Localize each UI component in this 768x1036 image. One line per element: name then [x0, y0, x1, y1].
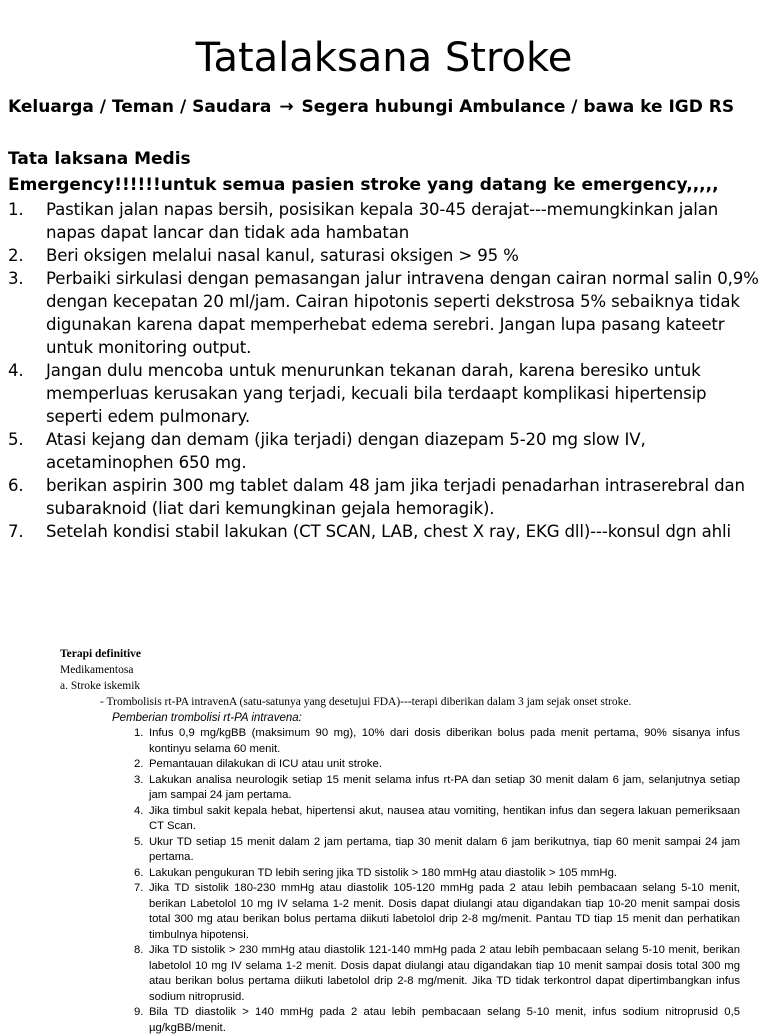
item-number: 2. — [8, 246, 24, 265]
list-item — [8, 267, 760, 359]
list-item — [8, 520, 760, 543]
item-text: Bila TD diastolik > 140 mmHg pada 2 atau lebih pembacaan selang 5-10 menit, infus sodium nitroprusid 0,5 µg/kgBB/menit. — [149, 1006, 740, 1034]
item-number: 7. — [8, 522, 24, 541]
item-text: Jangan dulu mencoba untuk menurunkan tekanan darah, karena beresiko untuk memperluas kerusakan yang terjadi, kecuali bila terdaapt komplikasi hipertensip seperti edem pulmonary. — [46, 361, 707, 426]
item-text: Atasi kejang dan demam (jika terjadi) dengan diazepam 5-20 mg slow IV, acetaminophen 650 mg. — [46, 430, 646, 472]
list-item — [8, 244, 760, 267]
rtpa-subtitle: Pemberian trombolisi rt-PA intravena: — [112, 712, 302, 724]
item-number: 3. — [134, 773, 144, 786]
item-text: Jika TD sistolik > 230 mmHg atau diastolik 121-140 mmHg pada 2 atau lebih pembacaan selang 5-10 menit, berikan labetolol 10 mg IV selama 1-2 menit. Dosis dapat diulangi atau digandakan tiap 10 menit sampai dosis total 300 mg atau berikan bolus pertama diikuti labetolol drip 2-8 mg/menit. Jika TD tidak terkontrol dapat dipertimbangkan infus sodium nitroprusid. — [149, 944, 740, 1003]
list-item — [8, 428, 760, 474]
list-item — [8, 198, 760, 244]
item-text: Lakukan analisa neurologik setiap 15 menit selama infus rt-PA dan setiap 30 menit dalam 6 jam, selanjutnya setiap jam sampai 24 jam pertama. — [149, 773, 740, 801]
item-number: 2. — [134, 758, 144, 770]
medical-management-section — [8, 146, 760, 543]
item-text: Beri oksigen melalui nasal kanul, saturasi oksigen > 95 % — [46, 246, 519, 265]
emergency-heading: Emergency!!!!!!untuk semua pasien stroke yang datang ke emergency,,,,, — [8, 175, 719, 195]
therapy-category: a. Stroke iskemik — [60, 680, 141, 692]
item-number: 8. — [134, 944, 144, 956]
list-item — [60, 726, 740, 757]
list-item — [60, 804, 740, 835]
intro-line — [8, 94, 758, 120]
list-item — [8, 474, 760, 520]
item-number: 9. — [134, 1006, 144, 1018]
definitive-therapy-excerpt — [60, 646, 740, 1036]
intro-action: Segera hubungi Ambulance / bawa ke IGD RS — [301, 97, 735, 117]
intro-who: Keluarga / Teman / Saudara — [8, 97, 272, 117]
list-item — [60, 1005, 740, 1036]
item-number: 1. — [8, 200, 24, 219]
item-text: Setelah kondisi stabil lakukan (CT SCAN, LAB, chest X ray, EKG dll)---konsul dgn ahli — [46, 522, 731, 541]
section-heading: Tata laksana Medis — [8, 149, 191, 169]
item-number: 7. — [134, 882, 144, 894]
item-number: 6. — [8, 476, 24, 495]
step-list — [8, 198, 760, 543]
item-text: berikan aspirin 300 mg tablet dalam 48 jam jika terjadi penadarhan intraserebral dan subaraknoid (liat dari kemungkinan gejala hemoragik). — [46, 476, 745, 518]
item-number: 6. — [134, 866, 144, 879]
item-text: Ukur TD setiap 15 menit dalam 2 jam pertama, tiap 30 menit dalam 6 jam berikutnya, tiap 60 menit sampai 24 jam pertama. — [149, 835, 740, 863]
item-number: 1. — [134, 727, 144, 739]
item-number: 4. — [134, 804, 144, 817]
item-number: 5. — [134, 835, 144, 848]
therapy-bullet: - Trombolisis rt-PA intravenA (satu-satunya yang desetujui FDA)---terapi diberikan dalam 3 jam sejak onset stroke. — [100, 696, 632, 708]
list-item — [60, 835, 740, 866]
list-item — [60, 943, 740, 1005]
item-number: 3. — [8, 269, 24, 288]
item-text: Jika TD sistolik 180-230 mmHg atau diastolik 105-120 mmHg pada 2 atau lebih pembacaan selang 5-10 menit, berikan Labetolol 10 mg IV selama 1-2 menit. Dosis dapat diulangi atau digandakan tiap 10-20 menit sampai dosis total 300 mg atau berikan bolus pertama diikuti labetolol drip 2-8 mg/menit. Pantau TD tiap 15 menit dan perhatikan timbulnya hipotensi. — [149, 882, 740, 941]
item-text: Perbaiki sirkulasi dengan pemasangan jalur intravena dengan cairan normal salin 0,9% dengan kecepatan 20 ml/jam. Cairan hipotonis seperti dekstrosa 5% sebaiknya tidak digunakan karena dapat memperhebat edema serebri. Jangan lupa pasang kateetr untuk monitoring output. — [46, 269, 759, 357]
item-text: Pemantauan dilakukan di ICU atau unit stroke. — [149, 758, 382, 770]
list-item — [8, 359, 760, 428]
rtpa-list — [60, 726, 740, 1036]
list-item — [60, 866, 740, 882]
page-title: Tatalaksana Stroke — [195, 35, 573, 81]
item-text: Infus 0,9 mg/kgBB (maksimum 90 mg), 10% dari dosis diberikan bolus pada menit pertama, 90% sisanya infus kontinyu selama 60 menit. — [149, 727, 740, 755]
item-text: Jika timbul sakit kepala hebat, hipertensi akut, nausea atau vomiting, hentikan infus dan segera lakuan pemeriksaan CT Scan. — [149, 804, 740, 832]
item-number: 4. — [8, 361, 24, 380]
list-item — [60, 757, 740, 773]
therapy-title: Terapi definitive — [60, 648, 142, 660]
list-item — [60, 881, 740, 943]
list-item — [60, 773, 740, 804]
item-text: Lakukan pengukuran TD lebih sering jika TD sistolik > 180 mmHg atau diastolik > 105 mmHg. — [149, 866, 618, 879]
item-text: Pastikan jalan napas bersih, posisikan kepala 30-45 derajat---memungkinkan jalan napas dapat lancar dan tidak ada hambatan — [46, 200, 719, 242]
item-number: 5. — [8, 430, 24, 449]
arrow-right-icon: → — [279, 97, 294, 117]
therapy-subheading: Medikamentosa — [60, 664, 134, 676]
